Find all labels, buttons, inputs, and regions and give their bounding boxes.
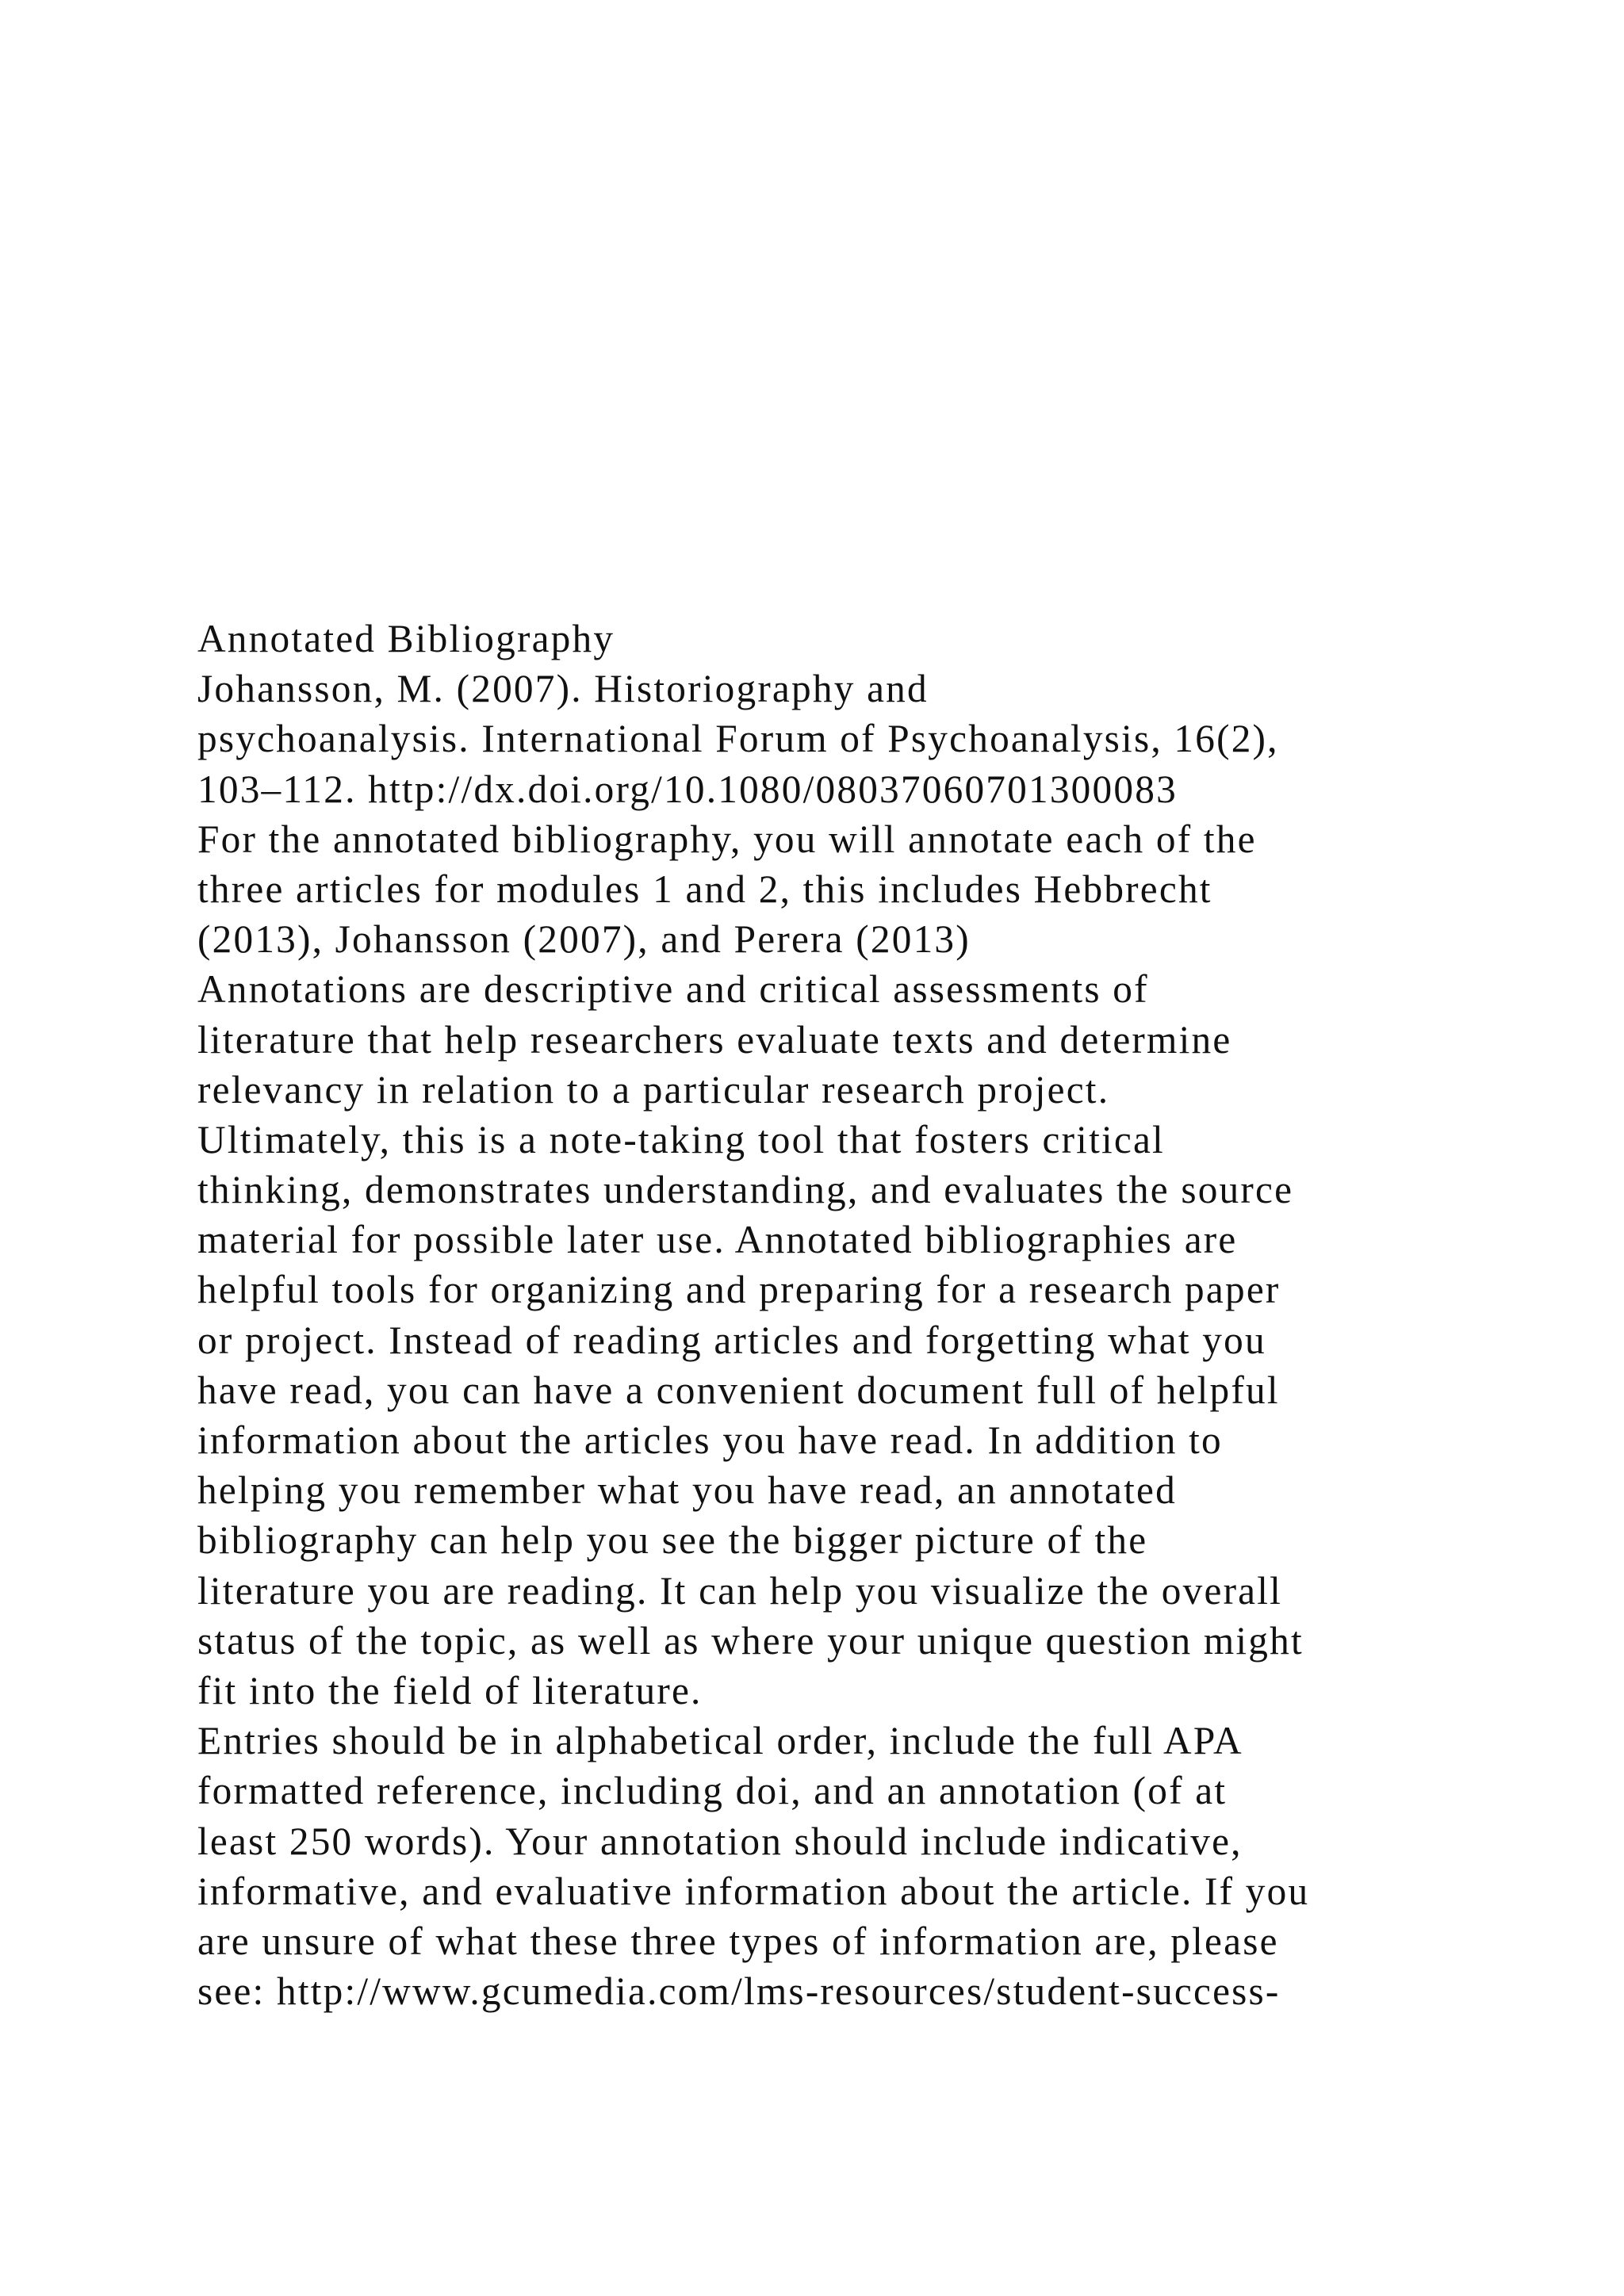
body-line: Annotations are descriptive and critical assessments of (197, 967, 1149, 1012)
body-line: helping you remember what you have read, an annotated (197, 1468, 1177, 1513)
body-line: information about the articles you have read. In addition to (197, 1418, 1223, 1462)
document-body (197, 614, 1593, 2016)
body-line: helpful tools for organizing and preparing for a research paper (197, 1268, 1281, 1312)
body-line: least 250 words). Your annotation should include indicative, (197, 1819, 1243, 1863)
reference-line-3: 103–112. http://dx.doi.org/10.1080/08037060701300083 (197, 767, 1178, 811)
body-line: bibliography can help you see the bigger picture of the (197, 1518, 1148, 1563)
reference-line-1: Johansson, M. (2007). Historiography and (197, 667, 929, 711)
body-line: Entries should be in alphabetical order, include the full APA (197, 1719, 1243, 1763)
body-line: thinking, demonstrates understanding, and evaluates the source (197, 1168, 1294, 1212)
body-line: relevancy in relation to a particular research project. (197, 1067, 1110, 1112)
body-line: Ultimately, this is a note-taking tool that fosters critical (197, 1117, 1165, 1161)
body-line: (2013), Johansson (2007), and Perera (2013) (197, 917, 971, 962)
body-line: status of the topic, as well as where your unique question might (197, 1618, 1304, 1663)
body-line: formatted reference, including doi, and an annotation (of at (197, 1769, 1228, 1813)
body-line: material for possible later use. Annotated bibliographies are (197, 1218, 1238, 1262)
body-line-url: see: http://www.gcumedia.com/lms-resources/student-success- (197, 1969, 1281, 2014)
body-line: three articles for modules 1 and 2, this includes Hebbrecht (197, 867, 1212, 911)
body-line: have read, you can have a convenient document full of helpful (197, 1368, 1280, 1412)
reference-line-2: psychoanalysis. International Forum of Psychoanalysis, 16(2), (197, 717, 1279, 761)
body-line: or project. Instead of reading articles and forgetting what you (197, 1318, 1266, 1362)
body-line: literature that help researchers evaluate texts and determine (197, 1017, 1232, 1062)
body-line: For the annotated bibliography, you will annotate each of the (197, 817, 1257, 861)
body-line: literature you are reading. It can help you visualize the overall (197, 1568, 1283, 1613)
body-line: fit into the field of literature. (197, 1668, 703, 1712)
document-title: Annotated Bibliography (197, 617, 615, 660)
body-line: informative, and evaluative information about the article. If you (197, 1869, 1310, 1913)
body-line: are unsure of what these three types of information are, please (197, 1919, 1279, 1963)
